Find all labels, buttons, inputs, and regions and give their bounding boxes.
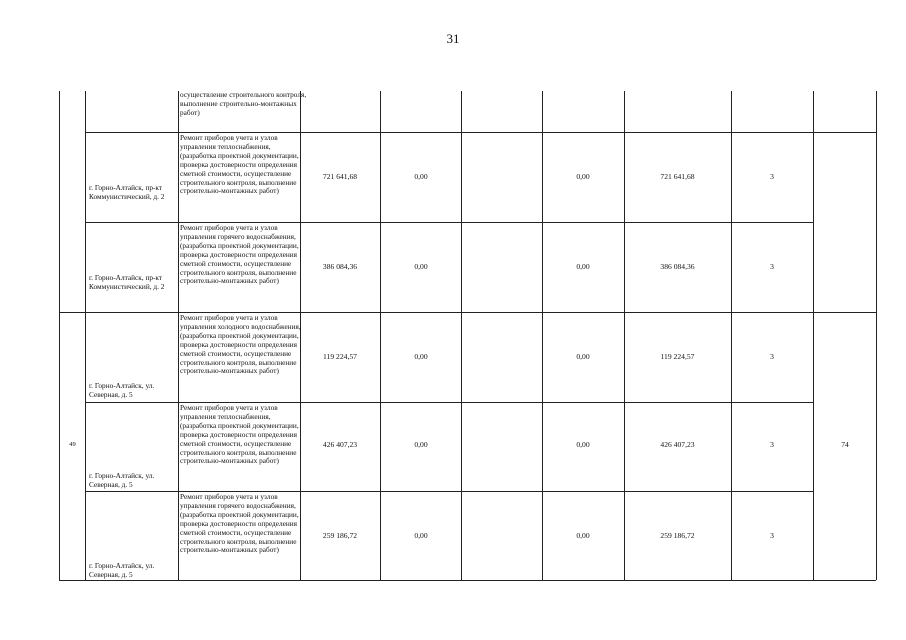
amount-cell: 0,00	[414, 440, 428, 449]
amount-cell: 0,00	[414, 531, 428, 540]
count-cell: 3	[770, 262, 774, 271]
count-cell: 3	[770, 531, 774, 540]
total-cost-cell: 426 407,23	[660, 440, 695, 449]
cost-cell: 426 407,23	[322, 440, 358, 449]
address-cell: г. Горно-Алтайск, ул. Северная, д. 5	[89, 381, 155, 399]
amount-cell: 0,00	[414, 352, 428, 361]
count-cell: 3	[770, 172, 774, 181]
count-cell: 3	[770, 440, 774, 449]
address-cell: г. Горно-Алтайск, ул. Северная, д. 5	[89, 471, 155, 489]
group-total-cell: 74	[841, 440, 849, 449]
cost-cell: 386 084,36	[322, 262, 358, 271]
amount-cell: 0,00	[576, 172, 590, 181]
address-cell: г. Горно-Алтайск, ул. Северная, д. 5	[89, 561, 155, 579]
amount-cell: 0,00	[414, 172, 428, 181]
description-cell: Ремонт приборов учета и узлов управления теплоснабжения, (разработка проектной документации, проверка достоверности определения сметной стоимости, осуществление строительного контроля, выполнение строительно-монтажных работ)	[180, 133, 299, 196]
amount-cell: 0,00	[576, 352, 590, 361]
total-cost-cell: 386 084,36	[660, 262, 695, 271]
amount-cell: 0,00	[576, 531, 590, 540]
amount-cell: 0,00	[576, 440, 590, 449]
total-cost-cell: 259 186,72	[660, 531, 695, 540]
cost-cell: 721 641,68	[322, 172, 358, 181]
page-number: 31	[446, 31, 460, 46]
address-cell: г. Горно-Алтайск, пр-кт Коммунистический, д. 2	[89, 183, 165, 201]
address-cell: г. Горно-Алтайск, пр-кт Коммунистический, д. 2	[89, 273, 165, 291]
total-cost-cell: 119 224,57	[660, 352, 695, 361]
count-cell: 3	[770, 352, 774, 361]
cost-cell: 119 224,57	[323, 352, 357, 361]
description-cell: Ремонт приборов учета и узлов управления горячего водоснабжения, (разработка проектной документации, проверка достоверности определения сметной стоимости, осуществление строительного контроля, выполнение строительно-монтажных работ)	[180, 492, 299, 555]
amount-cell: 0,00	[576, 262, 590, 271]
row-number-cell: 49	[69, 441, 76, 448]
description-cell: Ремонт приборов учета и узлов управления горячего водоснабжения, (разработка проектной документации, проверка достоверности определения сметной стоимости, осуществление строительного контроля, выполнение строительно-монтажных работ)	[180, 223, 299, 286]
total-cost-cell: 721 641,68	[660, 172, 695, 181]
description-cell: Ремонт приборов учета и узлов управления холодного водоснабжения, (разработка проектной документации, проверка достоверности определения сметной стоимости, осуществление строительного контроля, выполнение строительно-монтажных работ)	[180, 313, 301, 376]
description-cell: осуществление строительного контроля, выполнение строительно-монтажных работ)	[180, 90, 307, 117]
cost-cell: 259 186,72	[322, 531, 358, 540]
amount-cell: 0,00	[414, 262, 428, 271]
description-cell: Ремонт приборов учета и узлов управления теплоснабжения, (разработка проектной документации, проверка достоверности определения сметной стоимости, осуществление строительного контроля, выполнение строительно-монтажных работ)	[180, 403, 299, 466]
